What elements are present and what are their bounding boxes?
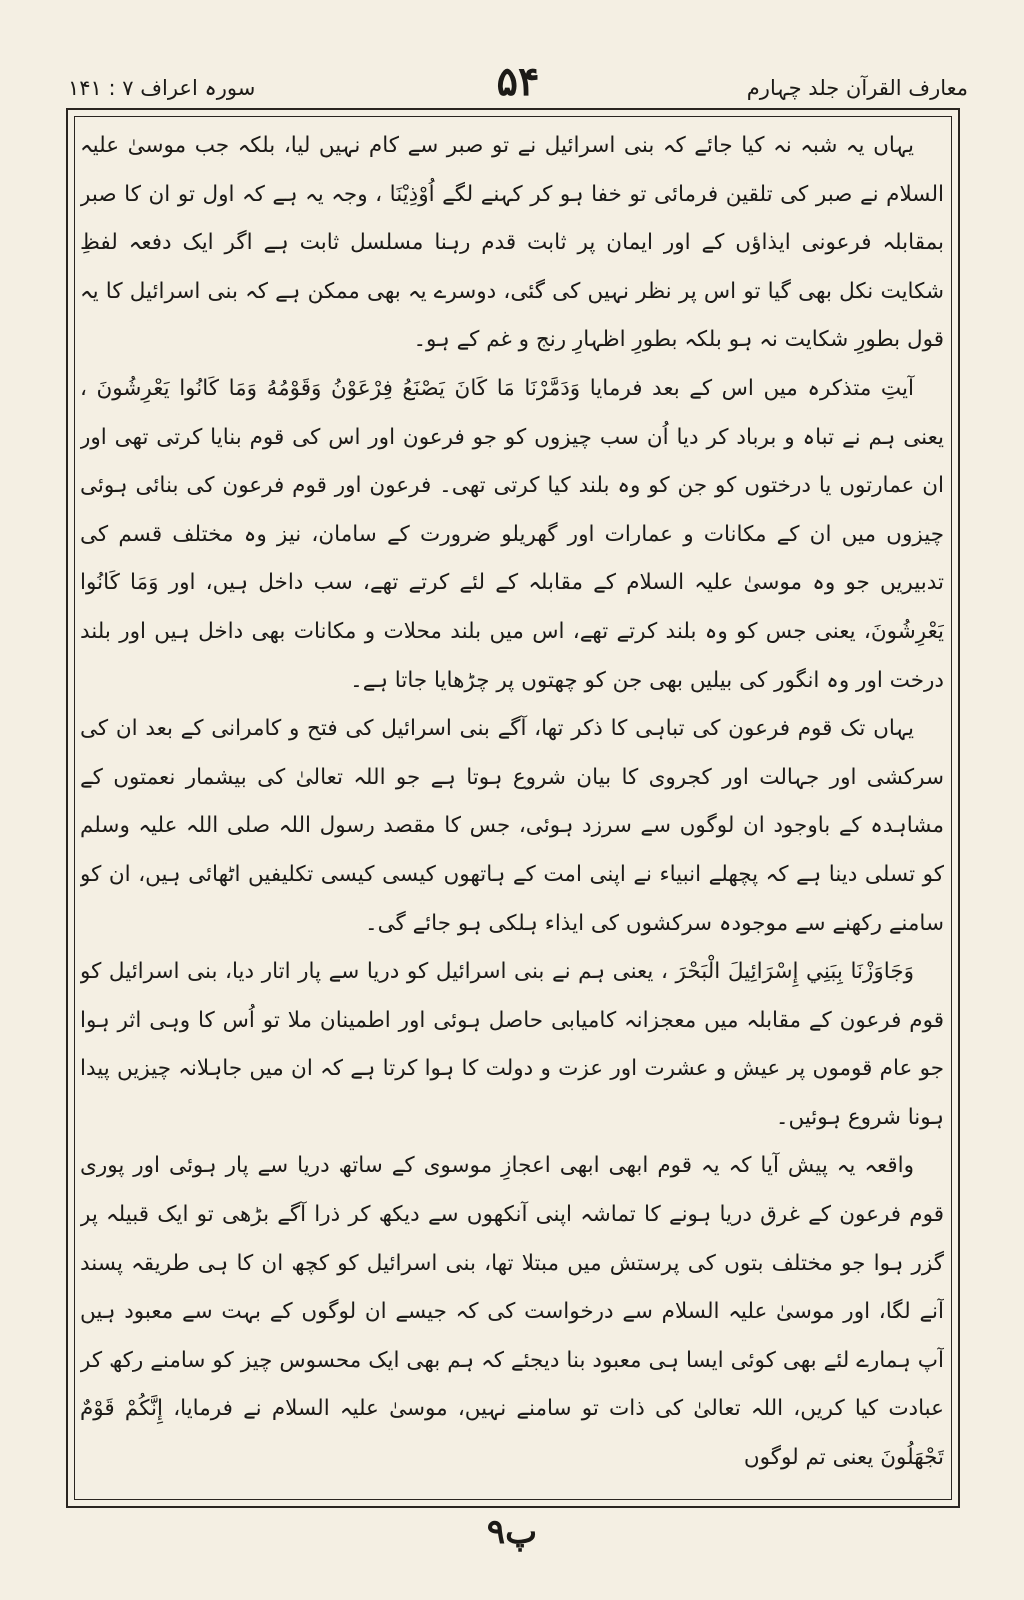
paragraph-3: یہاں تک قوم فرعون کی تباہی کا ذکر تھا، آگے بنی اسرائیل کی فتح و کامرانی کے بعد ان کی سرکشی اور جہالت اور کجروی کا بیان شروع ہوتا ہے جو اللہ تعالیٰ کی بیشمار نعمتوں کے مشاہدہ کے باوجود ان لوگوں سے سرزد ہوئی، جس کا مقصد رسول اللہ صلی اللہ علیہ وسلم کو تسلی دینا ہے کہ پچھلے انبیاء نے اپنی امت کے ہاتھوں کیسی کیسی تکلیفیں اٹھائی ہیں، ان کو سامنے رکھنے سے موجودہ سرکشوں کی ایذاء ہلکی ہو جائے گی۔ [80, 716, 944, 936]
page-number: ۵۴ [496, 58, 540, 105]
paragraph-5: واقعہ یہ پیش آیا کہ یہ قوم ابھی ابھی اعجازِ موسوی کے ساتھ دریا سے پار ہوئی اور پوری قوم فرعون کے غرق دریا ہونے کا تماشہ اپنی آنکھوں سے دیکھ کر ذرا آگے بڑھی تو ایک قبیلہ پر گزر ہوا جو مختلف بتوں کی پرستش میں مبتلا تھا، بنی اسرائیل کو کچھ ان کا ہی طریقہ پسند آنے لگا، اور موسیٰ علیہ السلام سے درخواست کی کہ جیسے ان لوگوں کے بہت سے معبود ہیں آپ ہمارے لئے بھی کوئی ایسا ہی معبود بنا دیجئے کہ ہم بھی ایک محسوس چیز کو سامنے رکھ کر عبادت کیا کریں، اللہ تعالیٰ کی ذات تو سامنے نہیں، موسیٰ علیہ السلام نے فرمایا، إِنَّكُمْ قَوْمٌ تَجْهَلُونَ یعنی تم لوگوں [80, 1153, 944, 1471]
book-title: معارف القرآن جلد چہارم [746, 76, 968, 100]
paragraph-2: آیتِ متذکرہ میں اس کے بعد فرمایا وَدَمَّرْنَا مَا كَانَ يَصْنَعُ فِرْعَوْنُ وَقَوْمُهُ وَمَا كَانُوا يَعْرِشُونَ ، یعنی ہم نے تباہ و برباد کر دیا اُن سب چیزوں کو جو فرعون اور اس کی قوم بنایا کرتی تھی اور ان عمارتوں یا درختوں کو جن کو وہ بلند کیا کرتی تھی۔ فرعون اور قوم فرعون کی بنائی ہوئی چیزوں میں ان کے مکانات و عمارات اور گھریلو ضرورت کے سامان، نیز وہ مختلف قسم کی تدبیریں جو وہ موسیٰ علیہ السلام کے مقابلہ کے لئے کرتے تھے، سب داخل ہیں، اور وَمَا كَانُوا يَعْرِشُونَ، یعنی جس کو وہ بلند کرتے تھے، اس میں بلند محلات و مکانات بھی داخل ہیں اور بلند درخت اور وہ انگور کی بیلیں بھی جن کو چھتوں پر چڑھایا جاتا ہے۔ [80, 375, 944, 693]
paragraph-1: یہاں یہ شبہ نہ کیا جائے کہ بنی اسرائیل نے تو صبر سے کام نہیں لیا، بلکہ جب موسیٰ علیہ السلام نے صبر کی تلقین فرمائی تو خفا ہو کر کہنے لگے اُوْذِیْنَا ، وجہ یہ ہے کہ اول تو ان کا صبر بمقابلہ فرعونی ایذاؤں کے اور ایمان پر ثابت قدم رہنا مسلسل ثابت ہے اگر ایک دفعہ لفظِ شکایت نکل بھی گیا تو اس پر نظر نہیں کی گئی، دوسرے یہ بھی ممکن ہے کہ بنی اسرائیل کا یہ قول بطورِ شکایت نہ ہو بلکہ بطورِ اظہارِ رنج و غم کے ہو۔ [80, 133, 944, 353]
paragraph-4: وَجَاوَزْنَا بِبَنِي إِسْرَائِيلَ الْبَحْرَ ، یعنی ہم نے بنی اسرائیل کو دریا سے پار اتار دیا، بنی اسرائیل کو قوم فرعون کے مقابلہ میں معجزانہ کامیابی حاصل ہوئی اور اطمینان ملا تو اُس کا وہی اثر ہوا جو عام قوموں پر عیش و عشرت اور عزت و دولت کا ہوا کرتا ہے کہ ان میں جاہلانہ چیزیں پیدا ہونا شروع ہوئیں۔ [80, 959, 944, 1130]
surah-reference: سورہ اعراف ۷ : ۱۴۱ [68, 76, 256, 100]
body-text [80, 122, 944, 1496]
page-header [68, 58, 968, 108]
text-frame [66, 108, 960, 1508]
signature-mark: ۹پ [486, 1512, 538, 1552]
